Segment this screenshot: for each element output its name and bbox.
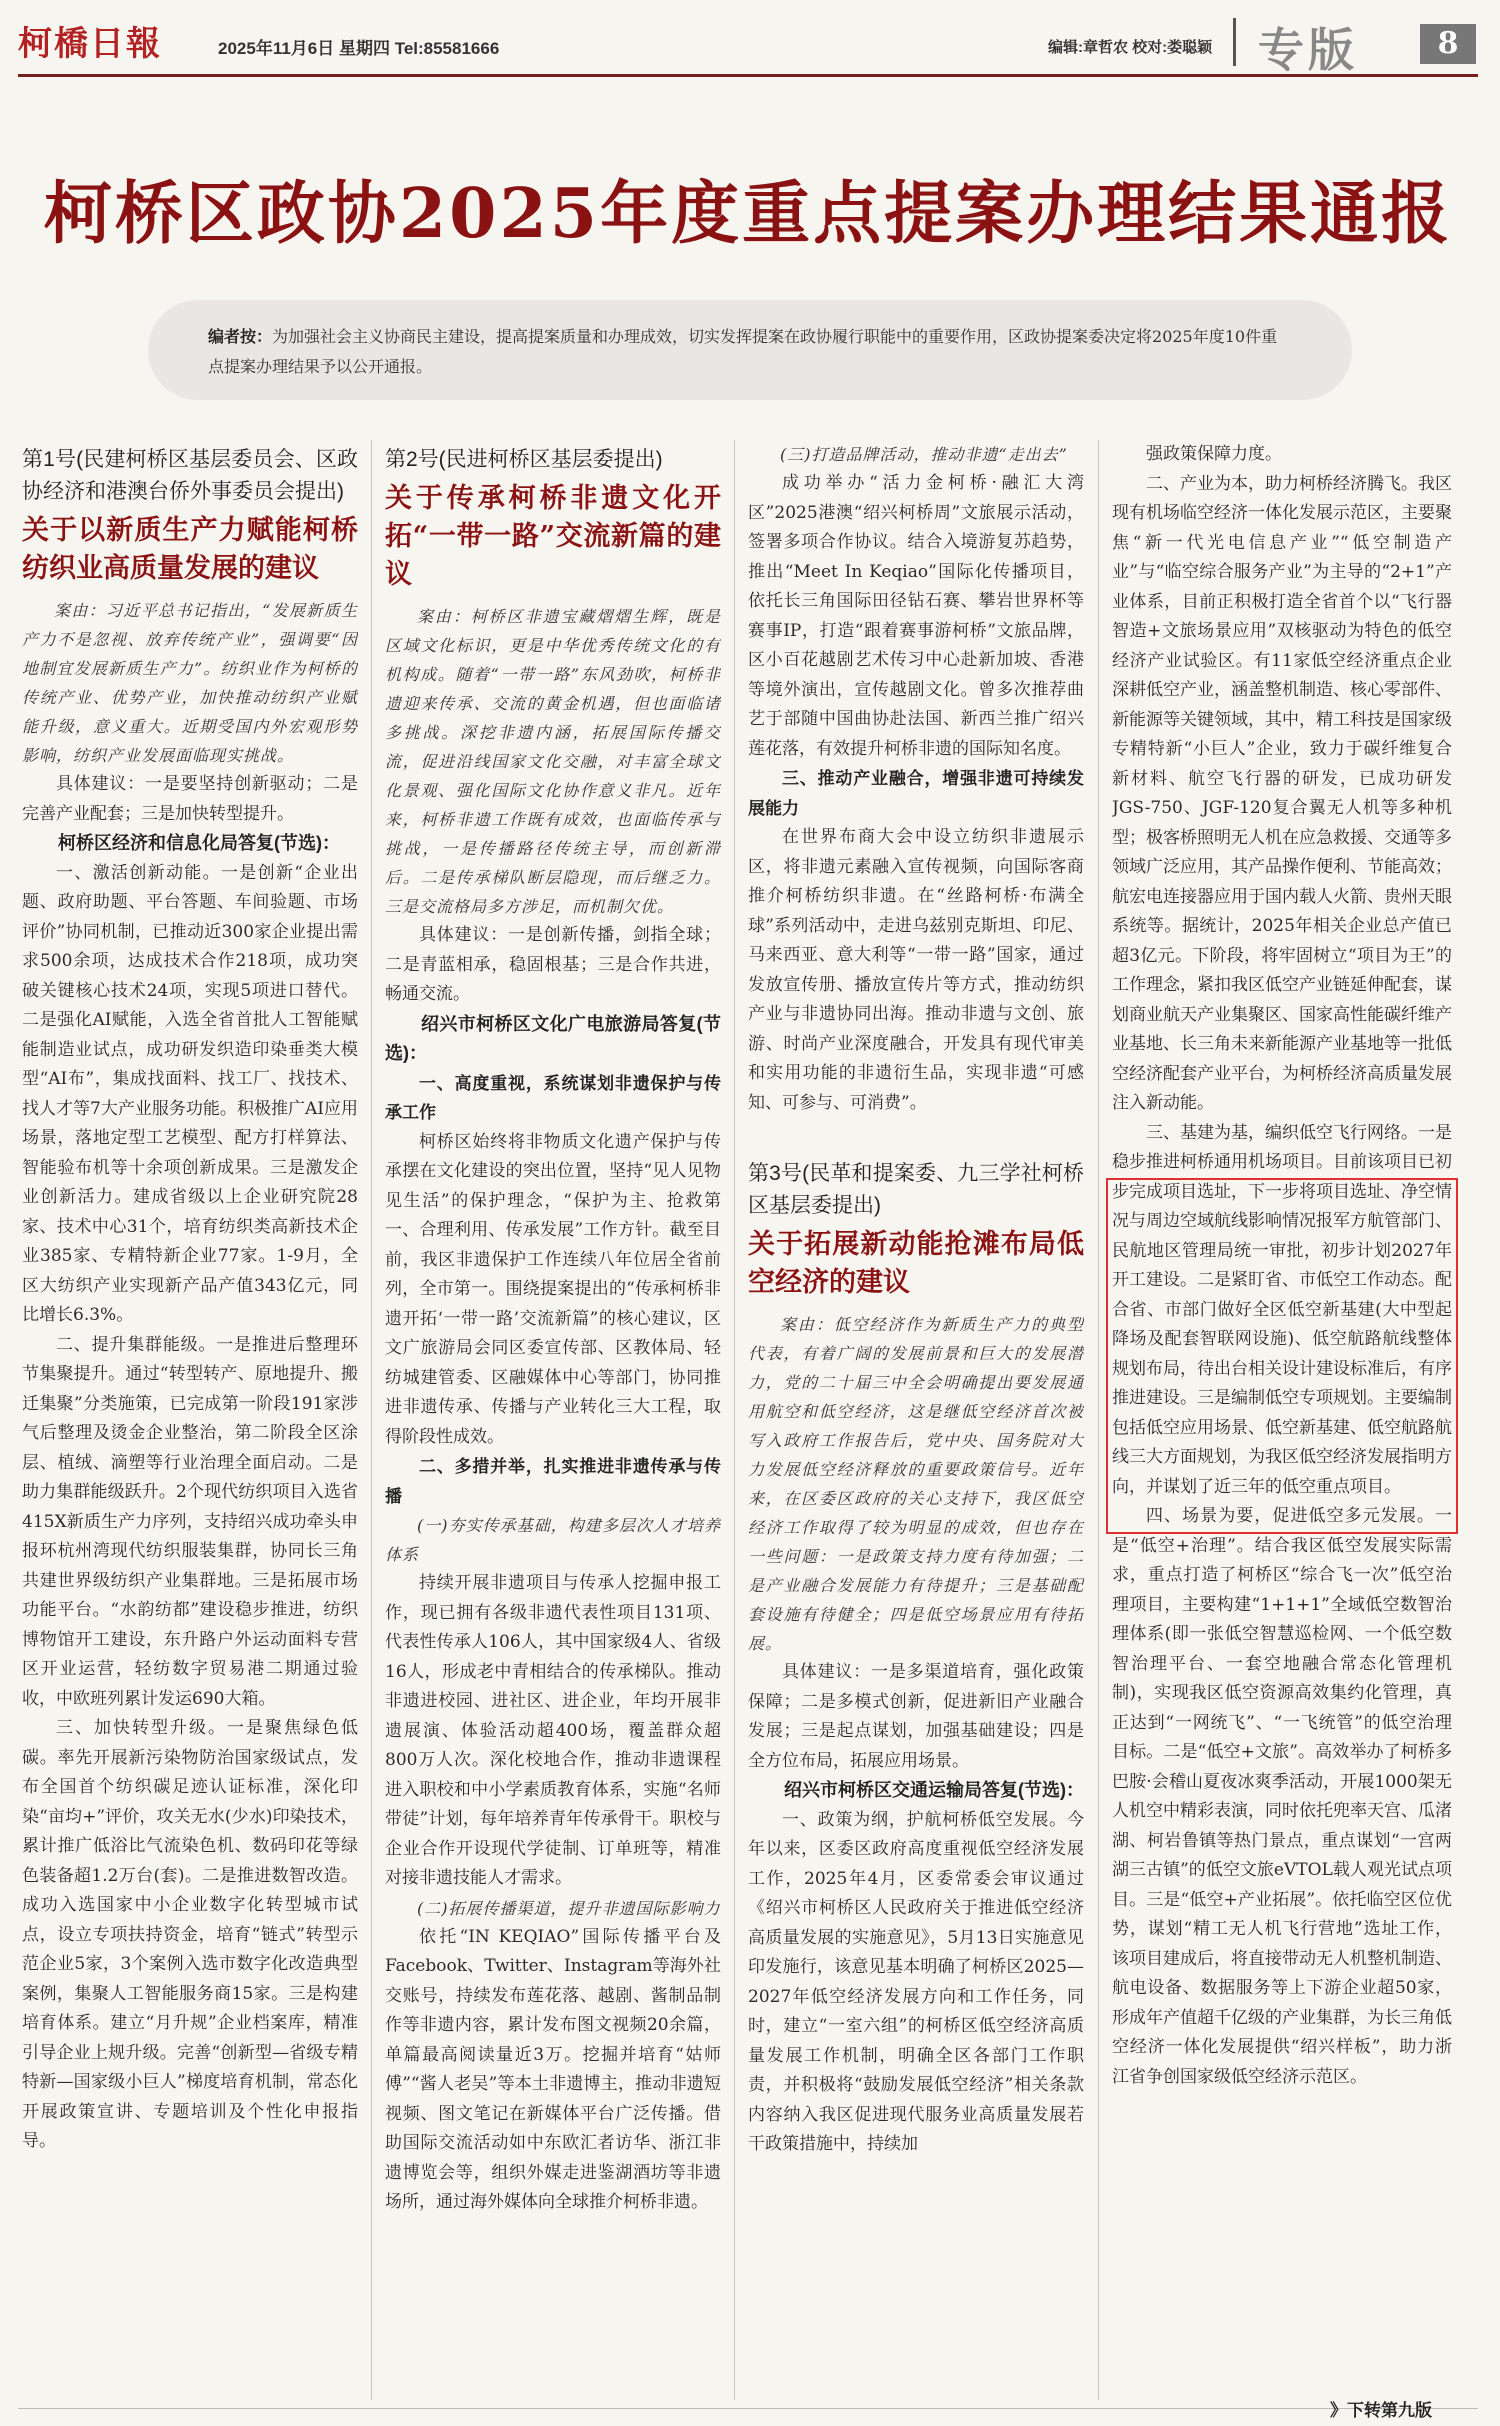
- editor-note: [148, 300, 1352, 400]
- proposal-title: 关于拓展新动能抢滩布局低空经济的建议: [748, 1229, 1084, 1298]
- section-heading: 一、高度重视，系统谋划非遗保护与传承工作: [385, 1073, 721, 1122]
- column-1: [22, 440, 358, 2400]
- response-paragraph: 在世界布商大会中设立纺织非遗展示区，将非遗元素融入宣传视频，向国际客商推介柯桥纺织非遗。在“丝路柯桥·布满全球”系列活动中，走进乌兹别克斯坦、印尼、马来西亚、意大利等“一带一路”国家，通过发放宣传册、播放宣传片等方式，推动纺织产业与非遗协同出海。推动非遗与文创、旅游、时尚产业深度融合，开发具有现代审美和实用功能的非遗衍生品，实现非遗“可感知、可参与、可消费”。: [748, 827, 1084, 1113]
- response-paragraph: 成功举办“活力金柯桥·融汇大湾区”2025港澳“绍兴柯桥周”文旅展示活动，签署多项合作协议。结合入境游复苏趋势，推出“Meet In Keqiao”国际化传播项目，依托长三角国际田径钻石赛、攀岩世界杯等赛事IP，打造“跟着赛事游柯桥”文旅品牌，区小百花越剧艺术传习中心赴新加坡、香港等境外演出，宣传越剧文化。曾多次推荐曲艺于部随中国曲协赴法国、新西兰推广绍兴莲花落，有效提升柯桥非遗的国际知名度。: [748, 473, 1084, 759]
- proposal-number: 第2号(民进柯桥区基层委提出): [385, 448, 663, 471]
- editor-note-label: 编者按：: [208, 327, 273, 346]
- proposal-number: 第1号(民建柯桥区基层委员会、区政协经济和港澳台侨外事委员会提出): [22, 448, 358, 503]
- page-headline: 柯桥区政协2025年度重点提案办理结果通报: [43, 174, 1453, 254]
- response-paragraph: 依托“IN KEQIAO”国际传播平台及Facebook、Twitter、Instagram等海外社交账号，持续发布莲花落、越剧、酱制品制作等非遗内容，累计发布图文视频20余篇，单篇最高阅读量近3万。挖掘并培育“姑师傅”“酱人老吴”等本土非遗博主，推动非遗短视频、图文笔记在新媒体平台广泛传播。借助国际交流活动如中东欧汇者访华、浙江非遗博览会等，组织外媒走进鉴湖酒坊等非遗场所，通过海外媒体向全球推介柯桥非遗。: [385, 1926, 721, 2212]
- response-heading: 绍兴市柯桥区文化广电旅游局答复(节选)：: [385, 1013, 721, 1063]
- column-divider: [371, 440, 372, 2400]
- section-heading: 三、推动产业融合，增强非遗可持续发展能力: [748, 769, 1084, 818]
- masthead: [18, 14, 1478, 77]
- page-number: 8: [1420, 24, 1476, 64]
- column-2: [385, 440, 721, 2400]
- proposal-case: 案由：柯桥区非遗宝藏熠熠生辉，既是区域文化标识，更是中华优秀传统文化的有机构成。随着“一带一路”东风劲吹，柯桥非遗迎来传承、交流的黄金机遇，但也面临诸多挑战。深挖非遗内涵，拓展国际传播交流，促进沿线国家文化交融，对丰富全球文化景观、强化国际文化协作意义非凡。近年来，柯桥非遗工作既有成效，也面临传承与挑战，一是传播路径传统主导，而创新滞后。二是传承梯队断层隐现，而后继乏力。三是交流格局多方涉足，而机制欠优。: [385, 607, 721, 916]
- proposal-advice: 具体建议：一是多渠道培育，强化政策保障；二是多模式创新，促进新旧产业融合发展；三是起点谋划，加强基础建设；四是全方位布局，拓展应用场景。: [748, 1662, 1084, 1771]
- response-paragraph: 强政策保障力度。: [1146, 444, 1282, 464]
- response-paragraph-highlighted: 三、基建为基，编织低空飞行网络。一是稳步推进柯桥通用机场项目。目前该项目已初步完成项目选址，下一步将项目选址、净空情况与周边空域航线影响情况报军方航管部门、民航地区管理局统一审批，初步计划2027年开工建设。二是紧盯省、市低空工作动态。配合省、市部门做好全区低空新基建(大中型起降场及配套智联网设施)、低空航路航线整体规划布局，待出台相关设计建设标准后，有序推进建设。三是编制低空专项规划。主要编制包括低空应用场景、低空新基建、低空航路航线三大方面规划，为我区低空经济发展指明方向，并谋划了近三年的低空重点项目。: [1112, 1122, 1452, 1497]
- subsection-heading: (三)打造品牌活动，推动非遗“走出去”: [780, 445, 1068, 464]
- column-4: [1112, 440, 1452, 2400]
- proposal-title: 关于以新质生产力赋能柯桥纺织业高质量发展的建议: [22, 515, 358, 584]
- column-3: [748, 440, 1084, 2400]
- response-heading: 柯桥区经济和信息化局答复(节选)：: [58, 833, 340, 853]
- response-heading: 绍兴市柯桥区交通运输局答复(节选)：: [784, 1780, 1084, 1800]
- issue-date: 2025年11月6日 星期四 Tel:85581666: [218, 39, 500, 58]
- response-paragraph: 持续开展非遗项目与传承人挖掘申报工作，现已拥有各级非遗代表性项目131项、代表性传承人106人，其中国家级4人、省级16人，形成老中青相结合的传承梯队。推动非遗进校园、进社区、进企业，年均开展非遗展演、体验活动超400场，覆盖群众超800万人次。深化校地合作，推动非遗课程进入职校和中小学素质教育体系，实施“名师带徒”计划，每年培养青年传承骨干。职校与企业合作开设现代学徒制、订单班等，精准对接非遗技能人才需求。: [385, 1573, 721, 1888]
- section-name: 专版: [1258, 23, 1358, 77]
- proposal-case: 案由：习近平总书记指出，“发展新质生产力不是忽视、放弃传统产业”，强调要“因地制宜发展新质生产力”。纺织业作为柯桥的传统产业、优势产业，加快推动纺织产业赋能升级，意义重大。近期受国内外宏观形势影响，纺织产业发展面临现实挑战。: [22, 601, 358, 765]
- response-paragraph: 二、产业为本，助力柯桥经济腾飞。我区现有机场临空经济一体化发展示范区，主要聚焦“新一代光电信息产业”“低空制造产业”与“临空综合服务产业”为主导的“2+1”产业体系，目前正积极打造全省首个以“飞行器智造+文旅场景应用”双核驱动为特色的低空经济产业试验区。有11家低空经济重点企业深耕低空产业，涵盖整机制造、核心零部件、新能源等关键领域，其中，精工科技是国家级专精特新“小巨人”企业，致力于碳纤维复合新材料、航空飞行器的研发，已成功研发JGS-750、JGF-120复合翼无人机等多种机型；极客桥照明无人机在应急救援、交通等多领域广泛应用，其产品操作便利、节能高效；航宏电连接器应用于国内载人火箭、贵州天眼系统等。据统计，2025年相关企业总产值已超3亿元。下阶段，将牢固树立“项目为王”的工作理念，紧扣我区低空产业链延伸配套，谋划商业航天产业集聚区、国家高性能碳纤维产业基地、长三角未来新能源产业基地等一批低空经济配套产业平台，为柯桥经济高质量发展注入新动能。: [1112, 473, 1452, 1113]
- response-paragraph: 一、激活创新动能。一是创新“企业出题、政府助题、平台答题、车间验题、市场评价”协同机制，已推动近300家企业提出需求500余项，达成技术合作218项，成功突破关键核心技术24项，实现5项进口替代。二是强化AI赋能，入选全省首批人工智能赋能制造业试点，成功研发织造印染垂类大模型“AI布”，集成找面料、找工厂、找技术、找人才等7大产业服务功能。积极推广AI应用场景，落地定型工艺模型、配方打样算法、智能验布机等十余项创新成果。三是激发企业创新活力。建成省级以上企业研究院28家、技术中心31个，培育纺织类高新技术企业385家、专精特新企业77家。1-9月，全区大纺织产业实现新产品产值343亿元，同比增长6.3%。: [22, 862, 358, 1325]
- newspaper-logo: 柯橋日報: [18, 24, 162, 64]
- proposal-title: 关于传承柯桥非遗文化开拓“一带一路”交流新篇的建议: [385, 483, 721, 590]
- editor-note-text: 为加强社会主义协商民主建设，提高提案质量和办理成效，切实发挥提案在政协履行职能中的重要作用，区政协提案委决定将2025年度10件重点提案办理结果予以公开通报。: [208, 327, 1278, 376]
- response-paragraph: 四、场景为要，促进低空多元发展。一是“低空+治理”。结合我区低空发展实际需求，重点打造了柯桥区“综合飞一次”低空治理项目，主要构建“1+1+1”全域低空数智治理体系(即一张低空智慧巡检网、一个低空数智治理平台、一套空地融合常态化管理机制)，实现我区低空资源高效集约化管理，真正达到“一网统飞”、“一飞统管”的低空治理目标。二是“低空+文旅”。高效举办了柯桥多巴胺·会稽山夏夜冰爽季活动，开展1000架无人机空中精彩表演，同时依托兜率天宫、瓜渚湖、柯岩鲁镇等热门景点，重点谋划“一宫两湖三古镇”的低空文旅eVTOL载人观光试点项目。三是“低空+产业拓展”。依托临空区位优势，谋划“精工无人机飞行营地”选址工作，该项目建成后，将直接带动无人机整机制造、航电设备、数据服务等上下游企业超50家，形成年产值超千亿级的产业集群，为长三角低空经济一体化发展提供“绍兴样板”，助力浙江省争创国家级低空经济示范区。: [1112, 1506, 1452, 2087]
- response-paragraph: 二、提升集群能级。一是推进后整理环节集聚提升。通过“转型转产、原地提升、搬迁集聚”分类施策，已完成第一阶段191家涉气后整理及烫金企业整治，第二阶段全区涂层、植绒、滴塑等行业治理全面启动。二是助力集群能级跃升。2个现代纺织项目入选省415X新质生产力序列，支持绍兴成功牵头申报环杭州湾现代纺织服装集群，协同长三角共建世界级纺织产业集群地。三是拓展市场功能平台。“水韵纺都”建设稳步推进，纺织博物馆开工建设，东升路户外运动面料专营区开业运营，轻纺数字贸易港二期通过验收，中欧班列累计发运690大箱。: [22, 1334, 358, 1709]
- divider: [1233, 18, 1236, 66]
- editors-line: 编辑:章哲农 校对:娄聪颖: [1048, 39, 1213, 56]
- column-divider: [1098, 440, 1099, 2400]
- continued-notice[interactable]: 》下转第九版: [1330, 2401, 1432, 2420]
- proposal-advice: 具体建议：一是创新传播，剑指全球；二是青蓝相承，稳固根基；三是合作共进，畅通交流。: [385, 925, 721, 1004]
- column-divider: [734, 440, 735, 2400]
- response-paragraph: 柯桥区始终将非物质文化遗产保护与传承摆在文化建设的突出位置，坚持“见人见物见生活”的保护理念，“保护为主、抢救第一、合理利用、传承发展”工作方针。截至目前，我区非遗保护工作连续八年位居全省前列，全市第一。围绕提案提出的“传承柯桥非遗开拓‘一带一路’交流新篇”的核心建议，区文广旅游局会同区委宣传部、区教体局、轻纺城建管委、区融媒体中心等部门，协同推进非遗传承、传播与产业转化三大工程，取得阶段性成效。: [385, 1131, 721, 1447]
- subsection-heading: (一)夯实传承基础，构建多层次人才培养体系: [385, 1516, 721, 1564]
- response-paragraph: 一、政策为纲，护航柯桥低空发展。今年以来，区委区政府高度重视低空经济发展工作，2025年4月，区委常委会审议通过《绍兴市柯桥区人民政府关于推进低空经济高质量发展的实施意见》，5月13日实施意见印发施行，该意见基本明确了柯桥区2025—2027年低空经济发展方向和工作任务，同时，建立“一室六组”的柯桥区低空经济高质量发展工作机制，明确全区各部门工作职责，并积极将“鼓励发展低空经济”相关条款内容纳入我区促进现代服务业高质量发展若干政策措施中，持续加: [748, 1809, 1084, 2154]
- proposal-number: 第3号(民革和提案委、九三学社柯桥区基层委提出): [748, 1162, 1084, 1217]
- bottom-rule: [18, 2408, 1478, 2409]
- response-paragraph: 三、加快转型升级。一是聚焦绿色低碳。率先开展新污染物防治国家级试点，发布全国首个纺织碳足迹认证标准，深化印染“亩均+”评价，攻关无水(少水)印染技术，累计推广低浴比气流染色机、数码印花等绿色装备超1.2万台(套)。二是推进数智改造。成功入选国家中小企业数字化转型城市试点，设立专项扶持资金，培育“链式”转型示范企业5家，3个案例入选市数字化改造典型案例，集聚人工智能服务商15家。三是构建培育体系。建立“月升规”企业档案库，精准引导企业上规升级。完善“创新型—省级专精特新—国家级小巨人”梯度培育机制，常态化开展政策宣讲、专题培训及个性化申报指导。: [22, 1718, 358, 2151]
- proposal-case: 案由：低空经济作为新质生产力的典型代表，有着广阔的发展前景和巨大的发展潜力，党的二十届三中全会明确提出要发展通用航空和低空经济，这是继低空经济首次被写入政府工作报告后，党中央、国务院对大力发展低空经济释放的重要政策信号。近年来，在区委区政府的关心支持下，我区低空经济工作取得了较为明显的成效，但也存在一些问题：一是政策支持力度有待加强；二是产业融合发展能力有待提升；三是基础配套设施有待健全；四是低空场景应用有待拓展。: [748, 1315, 1084, 1653]
- section-heading: 二、多措并举，扎实推进非遗传承与传播: [385, 1457, 721, 1506]
- proposal-advice: 具体建议：一是要坚持创新驱动；二是完善产业配套；三是加快转型提升。: [22, 774, 358, 824]
- subsection-heading: (二)拓展传播渠道，提升非遗国际影响力: [417, 1898, 721, 1918]
